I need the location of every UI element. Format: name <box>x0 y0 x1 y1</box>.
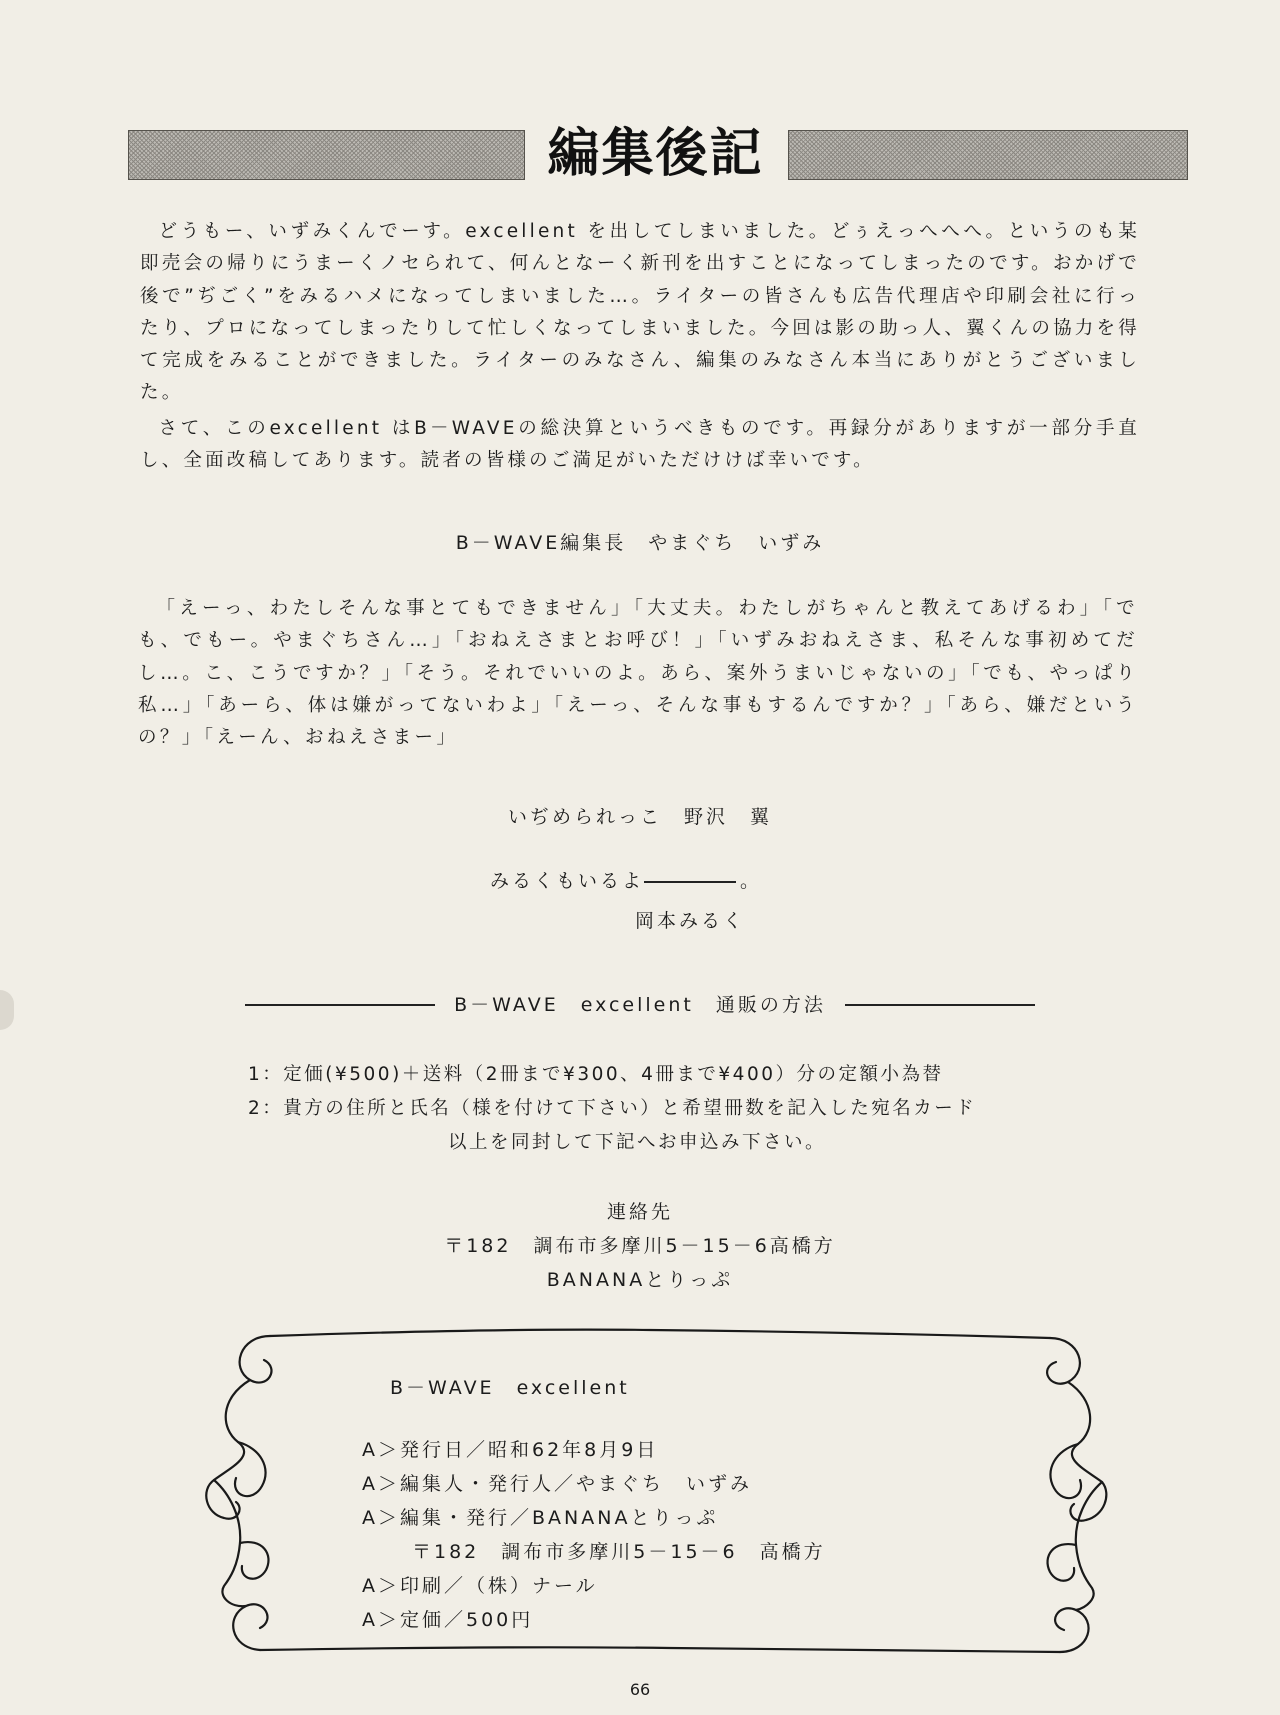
frame-scroll-left-loop <box>235 1442 266 1496</box>
step-note: 以上を同封して下記へお申込み下さい。 <box>448 1132 827 1153</box>
colophon-date: A＞発行日／昭和62年8月9日 <box>362 1439 659 1461</box>
contact-label: 連絡先 <box>606 1201 673 1223</box>
frame-corner-tr <box>1047 1338 1080 1384</box>
page-number: 66 <box>629 1680 651 1699</box>
header-band <box>128 124 1186 184</box>
colophon-editor: A＞編集人・発行人／やまぐち いずみ <box>362 1473 752 1495</box>
colophon-title: B－WAVE excellent <box>390 1377 630 1399</box>
colophon-price: A＞定価／500円 <box>362 1609 534 1631</box>
milk-signature: 岡本みるく <box>635 910 746 932</box>
milk-end: 。 <box>740 870 763 892</box>
step-2: 2：貴方の住所と氏名（様を付けて下さい）と希望冊数を記入した宛名カード <box>248 1098 977 1119</box>
colophon-publisher: A＞編集・発行／BANANAとりっぷ <box>362 1507 719 1529</box>
step-1: 1：定価(¥500)＋送料（2冊まで¥300、4冊まで¥400）分の定額小為替 <box>248 1064 944 1085</box>
frame-corner-br <box>1055 1608 1088 1652</box>
header-band-left <box>128 130 525 180</box>
frame-corner-tl <box>240 1336 272 1383</box>
frame-bottom-line <box>260 1647 1060 1652</box>
colophon-list <box>362 1433 826 1637</box>
dialogue-paragraph: 「えーっ、わたしそんな事とてもできません」「大丈夫。わたしがちゃんと教えてあげるわ」「でも、でもー。やまぐちさん…」「おねえさまとお呼び！」「いずみおねえさま、私そんな事初めてだし…。こ、こうですか？」「そう。それでいいのよ。あら、案外うまいじゃないの」「でも、やっぱり私…」「あーら、体は嫌がってないわよ」「えーっ、そんな事もするんですか？」「あら、嫌だというの？」「えーん、おねえさまー」 <box>138 598 1138 749</box>
frame-top-line <box>270 1330 1050 1338</box>
colophon-printer: A＞印刷／（株）ナール <box>362 1575 598 1597</box>
afterword-paragraph-2: さて、このexcellent はB－WAVEの総決算というべきものです。再録分がありますが一部分手直し、全面改稿してあります。読者の皆様のご満足がいただけけば幸いです。 <box>140 418 1140 472</box>
heading-rule-left <box>245 1004 435 1006</box>
mail-order-steps <box>248 1058 976 1160</box>
frame-scroll-right-lower <box>1076 1482 1102 1610</box>
page-title: 編集後記 <box>547 124 764 184</box>
page-edge-scuff <box>0 990 14 1030</box>
colophon-publisher-address: 〒182 調布市多摩川5－15－6 高橋方 <box>412 1541 826 1563</box>
heading-rule-right <box>845 1004 1035 1006</box>
frame-corner-bl <box>233 1604 267 1650</box>
editor-signature: B－WAVE編集長 やまぐち いずみ <box>455 532 825 554</box>
afterword-paragraph-1: どうもー、いずみくんでーす。excellent を出してしまいました。どぅえっへへへ。というのも某即売会の帰りにうまーくノセられて、何んとなーく新刊を出すことになってしまったのです。おかげで後で”ぢごく”をみるハメになってしまいました…。ライターの皆さんも広告代理店や印刷会社に行ったり、プロになってしまったりして忙しくなってしまいました。今回は影の助っ人、翼くんの協力を得て完成をみることができました。ライターのみなさん、編集のみなさん本当にありがとうございました。 <box>140 221 1140 404</box>
frame-scroll-right-loop2 <box>1048 1544 1076 1581</box>
mail-order-title: B－WAVE excellent 通販の方法 <box>454 994 826 1016</box>
contact-block <box>0 1195 1280 1297</box>
mail-order-heading <box>245 990 1035 1018</box>
milk-dash <box>644 881 736 883</box>
frame-scroll-left-loop2 <box>240 1542 268 1579</box>
milk-text: みるくもいるよ <box>490 870 645 892</box>
bullied-signature: いぢめられっこ 野沢 翼 <box>507 806 772 828</box>
contact-address: 〒182 調布市多摩川5－15－6高橋方 <box>444 1235 836 1257</box>
header-band-right <box>788 130 1188 180</box>
colophon-box <box>200 1318 1110 1658</box>
contact-name: BANANAとりっぷ <box>546 1269 734 1291</box>
frame-scroll-right-loop <box>1050 1444 1081 1498</box>
milk-line <box>490 866 762 893</box>
